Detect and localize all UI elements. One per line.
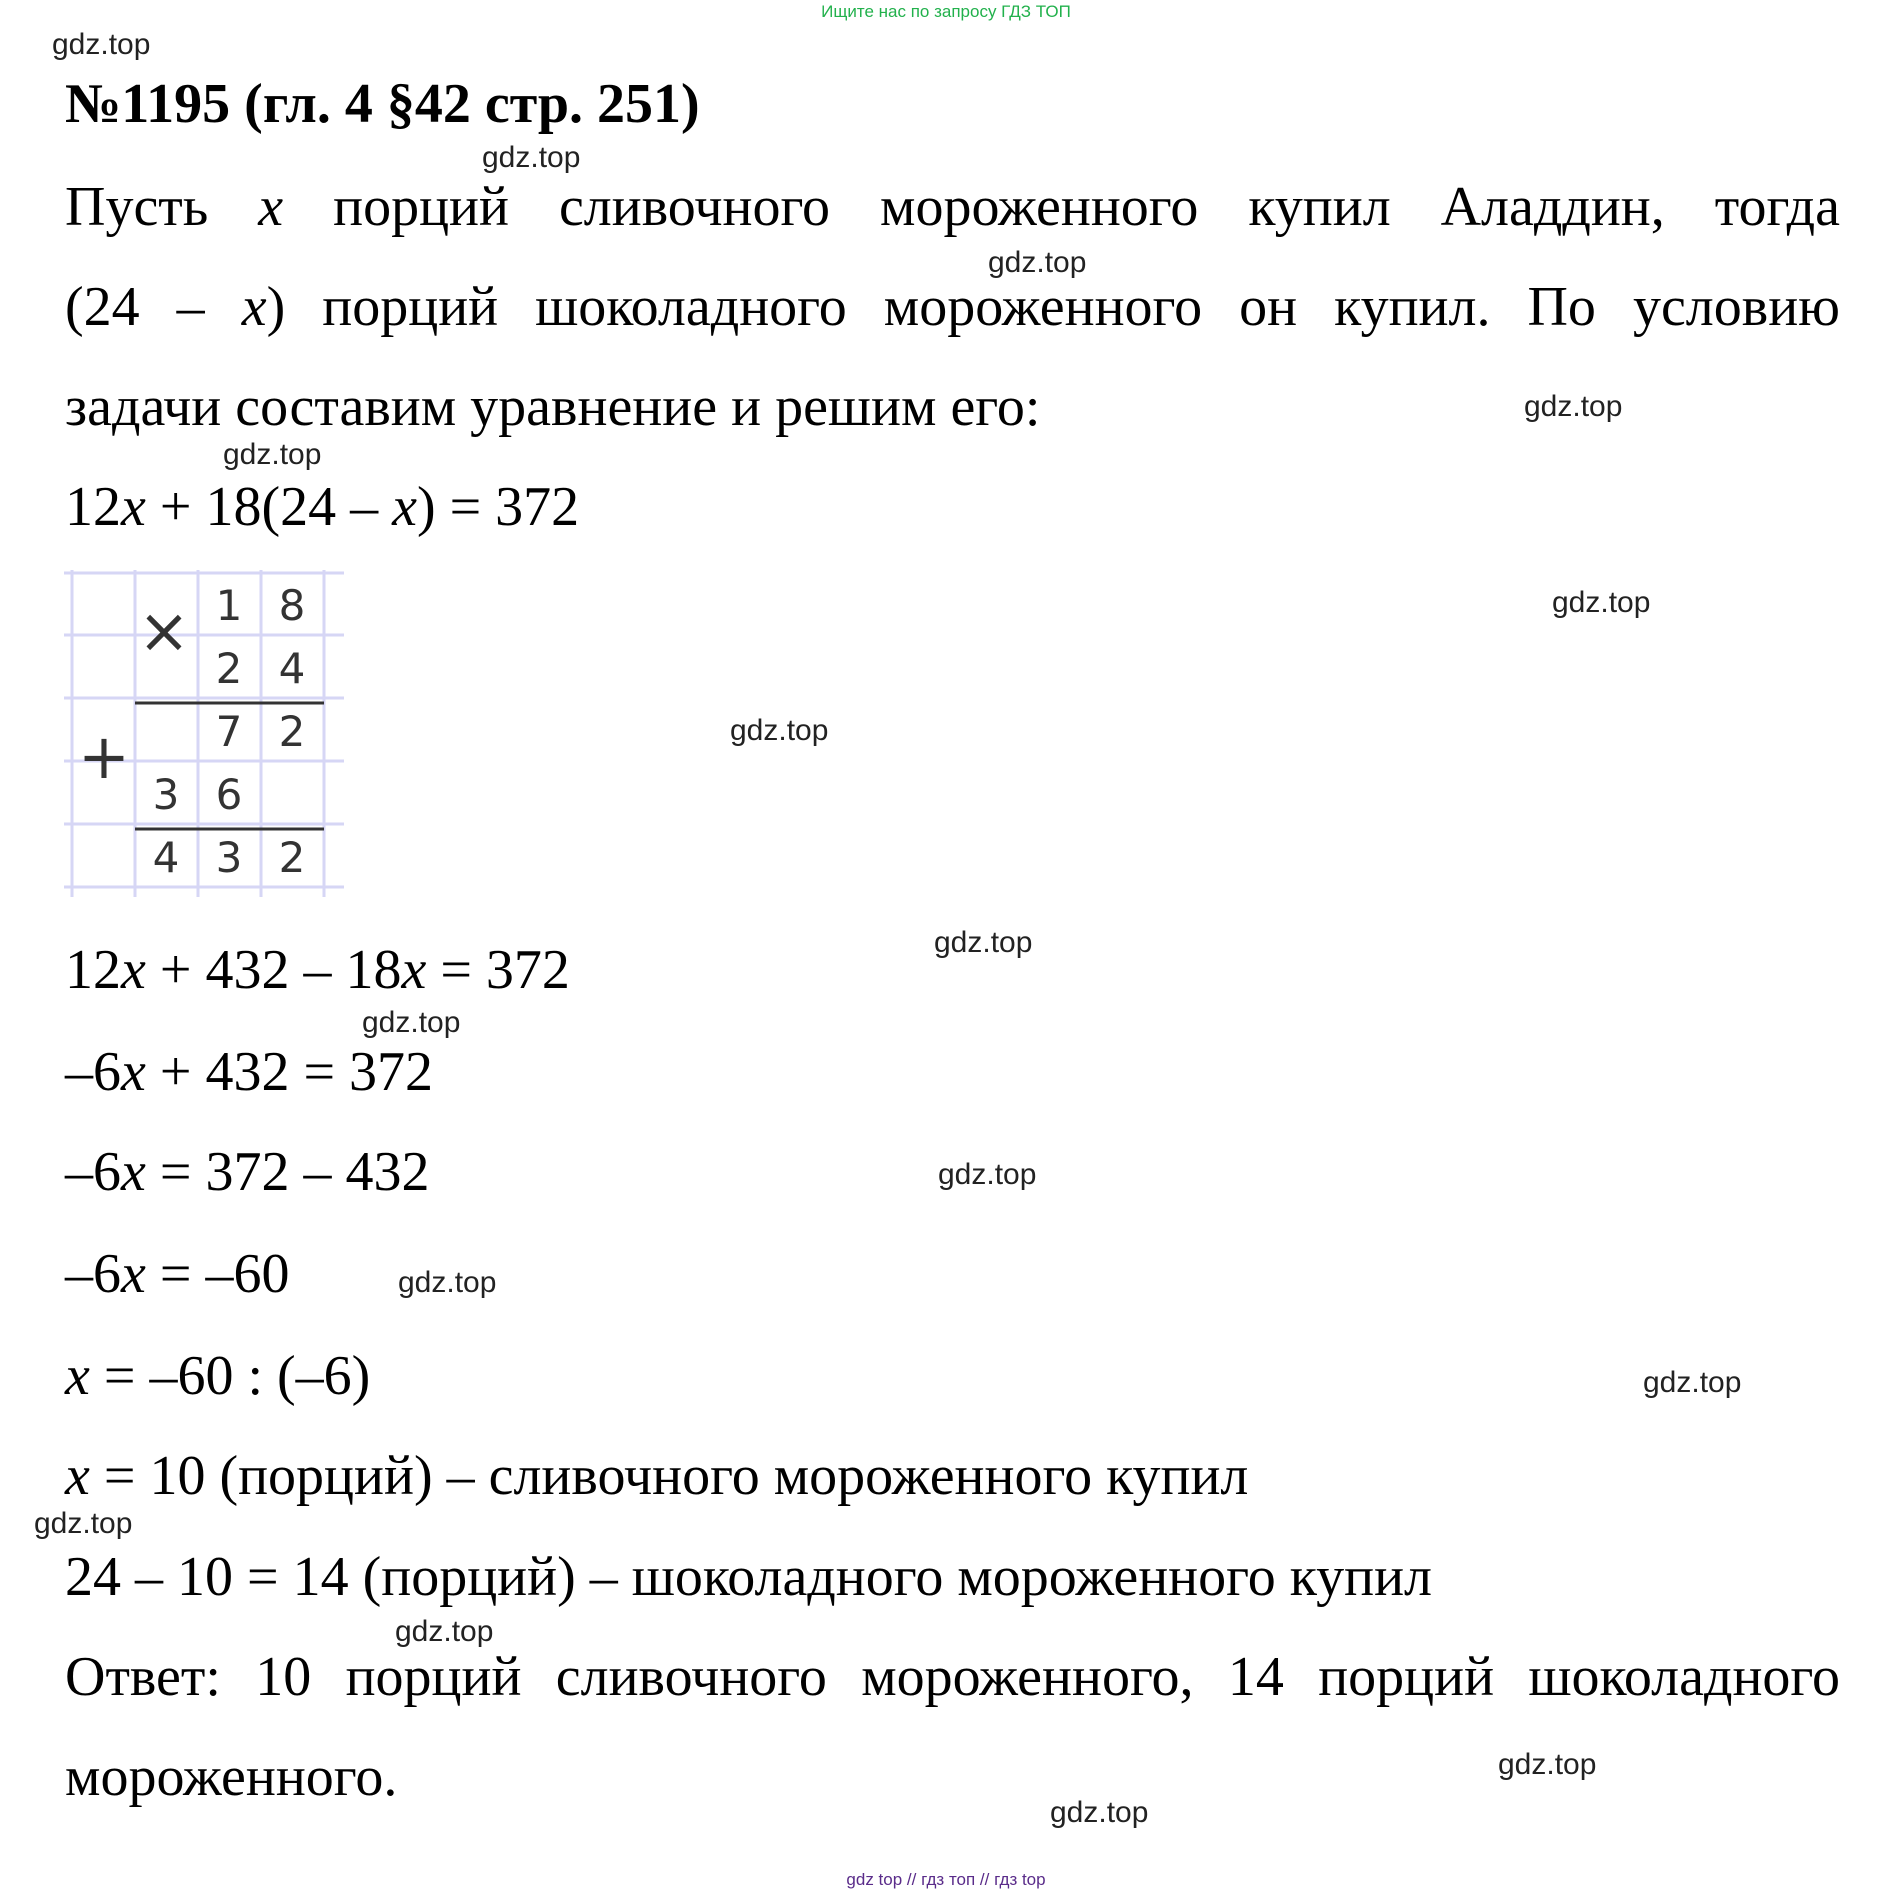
- column-multiplication: [64, 570, 354, 905]
- watermark: gdz.top: [52, 28, 151, 61]
- equation-1: 12x + 18(24 – x) = 372: [65, 476, 580, 538]
- equation-5: –6x = –60: [65, 1243, 290, 1305]
- watermark: gdz.top: [1524, 390, 1623, 423]
- equation-6: x = –60 : (–6): [65, 1345, 371, 1407]
- equation-2: 12x + 432 – 18x = 372: [65, 939, 570, 1001]
- digit: 2: [215, 644, 243, 693]
- digit: 4: [278, 644, 306, 693]
- top-banner: Ищите нас по запросу ГДЗ ТОП: [821, 2, 1071, 21]
- watermark: gdz.top: [1643, 1366, 1742, 1399]
- watermark: gdz.top: [223, 438, 322, 471]
- equation-3: –6x + 432 = 372: [65, 1041, 434, 1103]
- equation-8: 24 – 10 = 14 (порций) – шоколадного мороженного купил: [65, 1546, 1432, 1608]
- digit: 2: [278, 833, 306, 882]
- watermark: gdz.top: [1498, 1748, 1597, 1781]
- page-title: №1195 (гл. 4 §42 стр. 251): [65, 73, 700, 135]
- digit: 7: [215, 707, 243, 756]
- watermark: gdz.top: [34, 1507, 133, 1540]
- digit: 4: [152, 833, 180, 882]
- digit: 2: [278, 707, 306, 756]
- digit: 1: [215, 581, 243, 630]
- answer-line-2: мороженного.: [65, 1746, 398, 1808]
- digit: 3: [215, 833, 243, 882]
- watermark: gdz.top: [988, 246, 1087, 279]
- watermark: gdz.top: [1552, 586, 1651, 619]
- watermark: gdz.top: [398, 1266, 497, 1299]
- intro-line-3: задачи составим уравнение и решим его:: [65, 376, 1041, 438]
- intro-line-2: (24 – x) порций шоколадного мороженного он купил. По условию: [65, 276, 1840, 338]
- digit: 3: [152, 770, 180, 819]
- equation-7: x = 10 (порций) – сливочного мороженного купил: [65, 1445, 1249, 1507]
- intro-line-1: Пусть x порций сливочного мороженного купил Аладдин, тогда: [65, 176, 1840, 238]
- watermark: gdz.top: [1050, 1796, 1149, 1829]
- answer-line-1: Ответ: 10 порций сливочного мороженного, 14 порций шоколадного: [65, 1646, 1840, 1708]
- bottom-banner: gdz top // гдз топ // гдз top: [846, 1870, 1046, 1889]
- watermark: gdz.top: [482, 141, 581, 174]
- watermark: gdz.top: [395, 1615, 494, 1648]
- watermark: gdz.top: [934, 926, 1033, 959]
- watermark: gdz.top: [938, 1158, 1037, 1191]
- watermark: gdz.top: [730, 714, 829, 747]
- multiply-sign: ×: [138, 594, 190, 667]
- plus-sign: +: [78, 720, 130, 793]
- equation-4: –6x = 372 – 432: [65, 1141, 430, 1203]
- digit: 6: [215, 770, 243, 819]
- digit: 8: [278, 581, 306, 630]
- watermark: gdz.top: [362, 1006, 461, 1039]
